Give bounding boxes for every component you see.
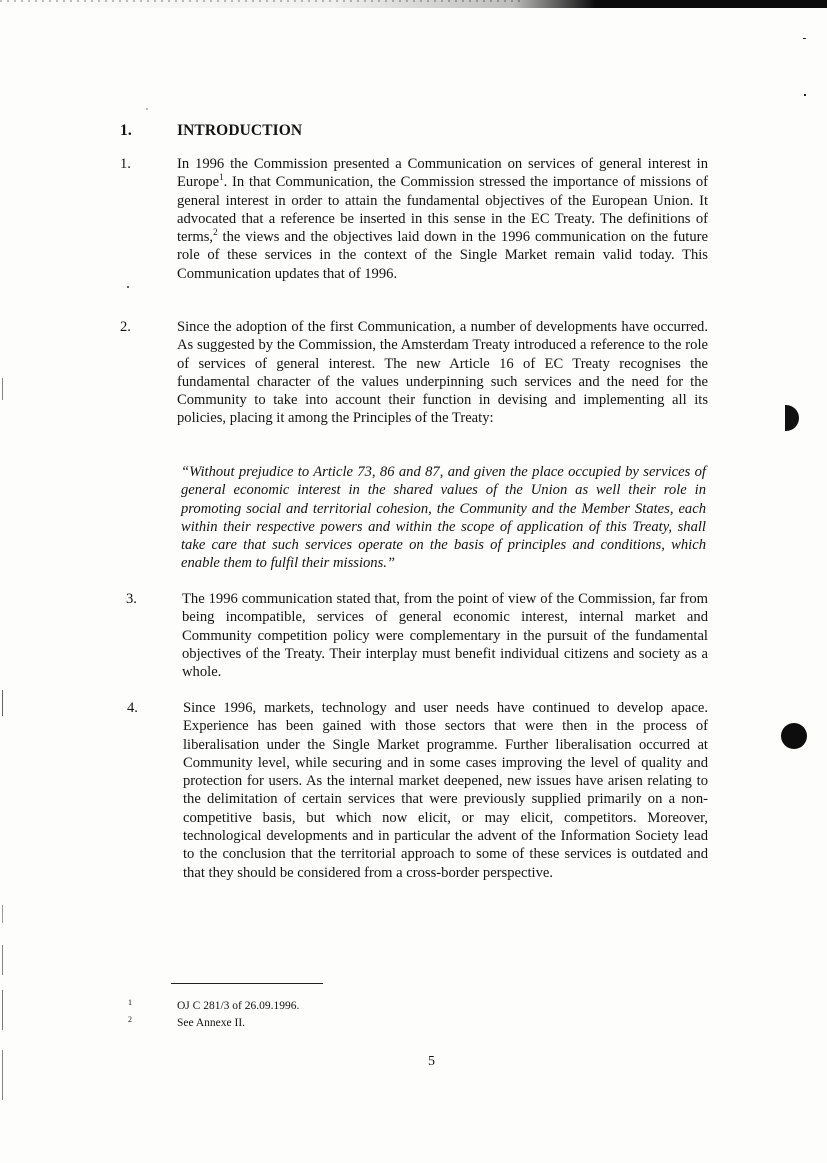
section-number: 1. (120, 122, 132, 139)
paragraph-text: The 1996 communication stated that, from the point of view of the Commission, far from being incompatible, services of general economic interest, internal market and Community competition policy were complementary in the pursuit of the fundamental objectives of the Treaty. Their interplay must benefit individual citizens and society as a whole. (182, 591, 708, 681)
scan-blot (785, 405, 799, 431)
scan-margin-line (2, 905, 3, 923)
paragraph-text-part: . In that Communication, the Commission stressed the importance of missions of general interest in order to attain the fundamental objectives of the European Union. It advocated that a reference be inserted in this sense in the EC Treaty. The definitions of terms, (177, 174, 708, 246)
footnote-mark: 1 (128, 998, 132, 1007)
scan-speck (127, 286, 129, 288)
scan-edge-noise (0, 0, 520, 2)
paragraph-number: 4. (127, 700, 138, 716)
paragraph-3 (120, 590, 708, 681)
scan-speck (146, 108, 148, 110)
footnote-reference[interactable]: 1 (219, 172, 224, 183)
paragraph-text-part: the views and the objectives laid down in the 1996 communication on the future role of these services in the context of the Single Market remain valid today. This Communication updates that of 1996. (177, 229, 708, 282)
footnote-text: OJ C 281/3 of 26.09.1996. (177, 1000, 300, 1012)
paragraph-number: 2. (120, 319, 131, 335)
footnote-separator (171, 983, 323, 984)
treaty-quote: “Without prejudice to Article 73, 86 and 87, and given the place occupied by services of general economic interest in the shared values of the Union as well their role in promoting social and territorial cohesion, the Community and the Member States, each within their respective powers and within the scope of application of this Treaty, shall take care that such services operate on the basis of principles and conditions, which enable them to fulfil their missions.” (181, 464, 706, 572)
paragraph-number: 1. (120, 156, 131, 172)
paragraph-text (177, 155, 708, 283)
scan-margin-line (2, 378, 3, 400)
scan-margin-line (2, 945, 3, 975)
paragraph-2 (120, 318, 708, 428)
scan-mark (804, 94, 806, 96)
paragraph-text: Since 1996, markets, technology and user needs have continued to develop apace. Experience has been gained with those sectors that were then in the process of liberalisation under the Single Market programme. Further liberalisation occurred at Community level, while securing and in some cases improving the level of quality and protection for users. As the internal market deepened, new issues have arisen relating to the delimitation of certain services that were previously supplied primarily on a non-competitive basis, but which now elicit, or may elicit, competitors. Moreover, technological developments and in particular the advent of the Information Society lead to the conclusion that the territorial approach to some of these services is outdated and that they should be considered from a cross-border perspective. (183, 700, 708, 881)
paragraph-number: 3. (126, 591, 137, 607)
footnote-text: See Annexe II. (177, 1017, 246, 1029)
scan-mark (803, 38, 806, 39)
paragraph-text: Since the adoption of the first Communication, a number of developments have occurred. As suggested by the Commission, the Amsterdam Treaty introduced a reference to the role of services of general interest. The new Article 16 of EC Treaty recognises the fundamental character of the values underpinning such services and the need for the Community to take into account their function in devising and implementing all its policies, placing it among the Principles of the Treaty: (177, 319, 708, 427)
footnote-reference[interactable]: 2 (213, 227, 218, 238)
footnote-mark: 2 (128, 1015, 132, 1024)
paragraph-1 (120, 155, 708, 283)
paragraph-text-part: In 1996 the Commission presented a Communication on services of general interest in Europe (177, 156, 708, 191)
scan-margin-line (2, 990, 3, 1030)
scan-margin-line (2, 1050, 3, 1100)
paragraph-4 (120, 699, 708, 882)
scan-hole-punch (781, 723, 807, 749)
section-title: INTRODUCTION (177, 122, 303, 139)
page-number: 5 (428, 1054, 435, 1069)
scan-margin-line (2, 690, 3, 716)
